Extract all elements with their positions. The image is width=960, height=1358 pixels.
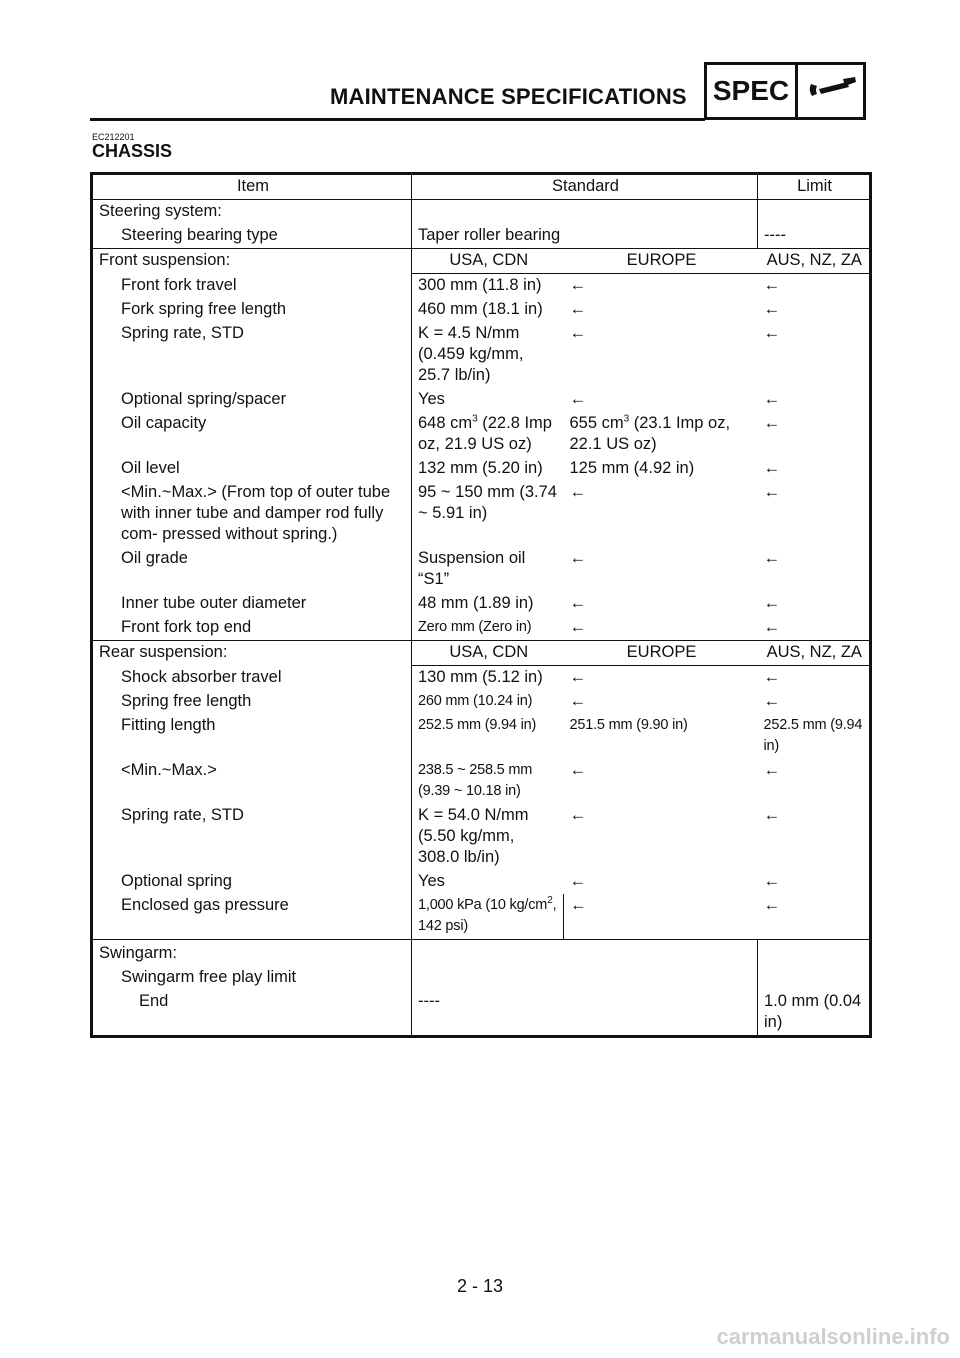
wrench-icon: [798, 65, 863, 117]
row-value: ←: [570, 896, 587, 914]
table-header-row: [92, 174, 871, 200]
group-heading: Steering system:: [92, 200, 412, 225]
table-row: [92, 990, 871, 1037]
row-label: Fitting length: [92, 714, 412, 759]
row-value: ←: [569, 594, 586, 612]
row-value: ←: [569, 276, 586, 294]
row-value: ←: [763, 549, 780, 567]
row-value: 238.5 ~ 258.5 mm (9.39 ~ 10.18 in): [418, 762, 533, 799]
row-value: K = 54.0 N/mm (5.50 kg/mm, 308.0 lb/in): [418, 806, 529, 866]
row-value: ←: [569, 618, 586, 636]
row-value: ←: [763, 300, 780, 318]
row-value: ←: [763, 459, 780, 477]
row-limit: ----: [758, 224, 871, 249]
row-value: ←: [763, 896, 780, 914]
row-value: 460 mm (18.1 in): [418, 300, 543, 318]
row-value: Yes: [418, 872, 445, 890]
row-label: Oil grade: [92, 547, 412, 592]
row-value: ←: [569, 549, 586, 567]
row-value: Suspension oil “S1”: [418, 549, 526, 588]
row-value: 252.5 mm (9.94 in): [418, 717, 537, 733]
row-label: <Min.~Max.>: [92, 759, 412, 804]
table-row: [92, 666, 871, 691]
row-label: Swingarm free play limit: [92, 966, 412, 990]
col-header-standard: Standard: [412, 174, 758, 200]
row-label: Enclosed gas pressure: [92, 894, 412, 940]
row-value: ←: [763, 761, 780, 779]
row-value: ←: [763, 483, 780, 501]
row-value: 48 mm (1.89 in): [418, 594, 534, 612]
table-row: [92, 592, 871, 616]
row-label: Shock absorber travel: [92, 666, 412, 691]
row-value: ←: [569, 300, 586, 318]
row-value: 655 $cm^3$ (23.1 Imp oz, 22.1 US oz): [569, 413, 731, 453]
row-value: 130 mm (5.12 in): [418, 668, 543, 686]
page-header-title: MAINTENANCE SPECIFICATIONS: [330, 84, 687, 109]
row-limit: 1.0 mm (0.04 in): [758, 990, 871, 1037]
row-label: Spring rate, STD: [92, 804, 412, 870]
table-row: [92, 940, 871, 967]
row-value: ←: [763, 806, 780, 824]
row-label: Oil level: [92, 457, 412, 481]
row-value: ←: [763, 594, 780, 612]
chassis-spec-table: [90, 172, 872, 1038]
row-value: Taper roller bearing: [418, 226, 561, 244]
row-label: End: [92, 990, 412, 1037]
row-label: Spring free length: [92, 690, 412, 714]
table-row: [92, 298, 871, 322]
section-title: CHASSIS: [92, 141, 173, 161]
table-row: [92, 200, 871, 225]
table-row: [92, 966, 871, 990]
table-row: [92, 322, 871, 388]
region-row: [92, 641, 871, 666]
table-row: [92, 894, 871, 940]
col-header-limit: Limit: [758, 174, 871, 200]
table-row: [92, 412, 871, 457]
table-row: [92, 616, 871, 641]
row-value: 95 ~ 150 mm (3.74 ~ 5.91 in): [418, 483, 557, 522]
table-row: [92, 804, 871, 870]
row-value: ----: [418, 992, 440, 1010]
table-row: [92, 274, 871, 299]
row-value: ←: [763, 668, 780, 686]
row-label: Spring rate, STD: [92, 322, 412, 388]
table-row: [92, 714, 871, 759]
row-value: ←: [763, 324, 780, 342]
row-value: 1,000 kPa (10 $kg/cm^2$, 142 psi): [412, 894, 564, 940]
table-row: [92, 547, 871, 592]
row-label: Fork spring free length: [92, 298, 412, 322]
region-label: AUS, NZ, ZA: [758, 249, 871, 274]
region-label: EUROPE: [564, 641, 758, 666]
row-label: Front fork travel: [92, 274, 412, 299]
row-label: Steering bearing type: [92, 224, 412, 249]
watermark: carmanualsonline.info: [716, 1324, 950, 1349]
table-row: [92, 759, 871, 804]
page-number: 2 - 13: [456, 1276, 504, 1296]
row-value: ←: [569, 324, 586, 342]
row-value: ←: [569, 761, 586, 779]
row-value: ←: [763, 618, 780, 636]
table-row: [92, 388, 871, 412]
row-value: 260 mm (10.24 in): [418, 693, 533, 709]
row-label: Inner tube outer diameter: [92, 592, 412, 616]
header-rule: [90, 118, 705, 121]
spec-badge: [704, 62, 866, 120]
row-value: ←: [763, 692, 780, 710]
row-label: Front fork top end: [92, 616, 412, 641]
row-value: 132 mm (5.20 in): [418, 459, 543, 477]
row-value: 648 $cm^3$ (22.8 Imp oz, 21.9 US oz): [418, 413, 552, 453]
table-row: [92, 870, 871, 894]
section-code: EC212201: [92, 132, 135, 142]
row-label: Oil capacity: [92, 412, 412, 457]
row-value: ←: [569, 390, 586, 408]
spec-badge-label: SPEC: [707, 65, 798, 117]
row-value: ←: [763, 414, 780, 432]
row-value: ←: [569, 668, 586, 686]
row-value: ←: [569, 692, 586, 710]
row-value: ←: [763, 276, 780, 294]
region-label: AUS, NZ, ZA: [758, 641, 871, 666]
row-label: <Min.~Max.> (From top of outer tube with inner tube and damper rod fully com- pressed without spring.): [92, 481, 412, 547]
row-value: Yes: [418, 390, 445, 408]
row-value: 125 mm (4.92 in): [569, 459, 695, 477]
row-value: 252.5 mm (9.94 in): [763, 717, 863, 754]
row-label: Optional spring: [92, 870, 412, 894]
region-label: USA, CDN: [412, 249, 564, 274]
row-value: K = 4.5 N/mm (0.459 kg/mm, 25.7 lb/in): [418, 324, 524, 384]
row-value: 300 mm (11.8 in): [418, 276, 542, 294]
row-value: Zero mm (Zero in): [418, 619, 532, 635]
row-label: Optional spring/spacer: [92, 388, 412, 412]
region-label: EUROPE: [564, 249, 758, 274]
region-row: [92, 249, 871, 274]
row-value: ←: [569, 483, 586, 501]
group-heading: Rear suspension:: [92, 641, 412, 666]
region-label: USA, CDN: [412, 641, 564, 666]
group-heading: Front suspension:: [92, 249, 412, 274]
row-value: 251.5 mm (9.90 in): [569, 717, 688, 733]
col-header-item: Item: [92, 174, 412, 200]
row-value: ←: [569, 806, 586, 824]
row-value: ←: [763, 390, 780, 408]
group-heading: Swingarm:: [92, 940, 412, 967]
table-row: [92, 457, 871, 481]
table-row: [92, 481, 871, 547]
table-row: [92, 224, 871, 249]
table-row: [92, 690, 871, 714]
row-value: ←: [569, 872, 586, 890]
row-value: ←: [763, 872, 780, 890]
